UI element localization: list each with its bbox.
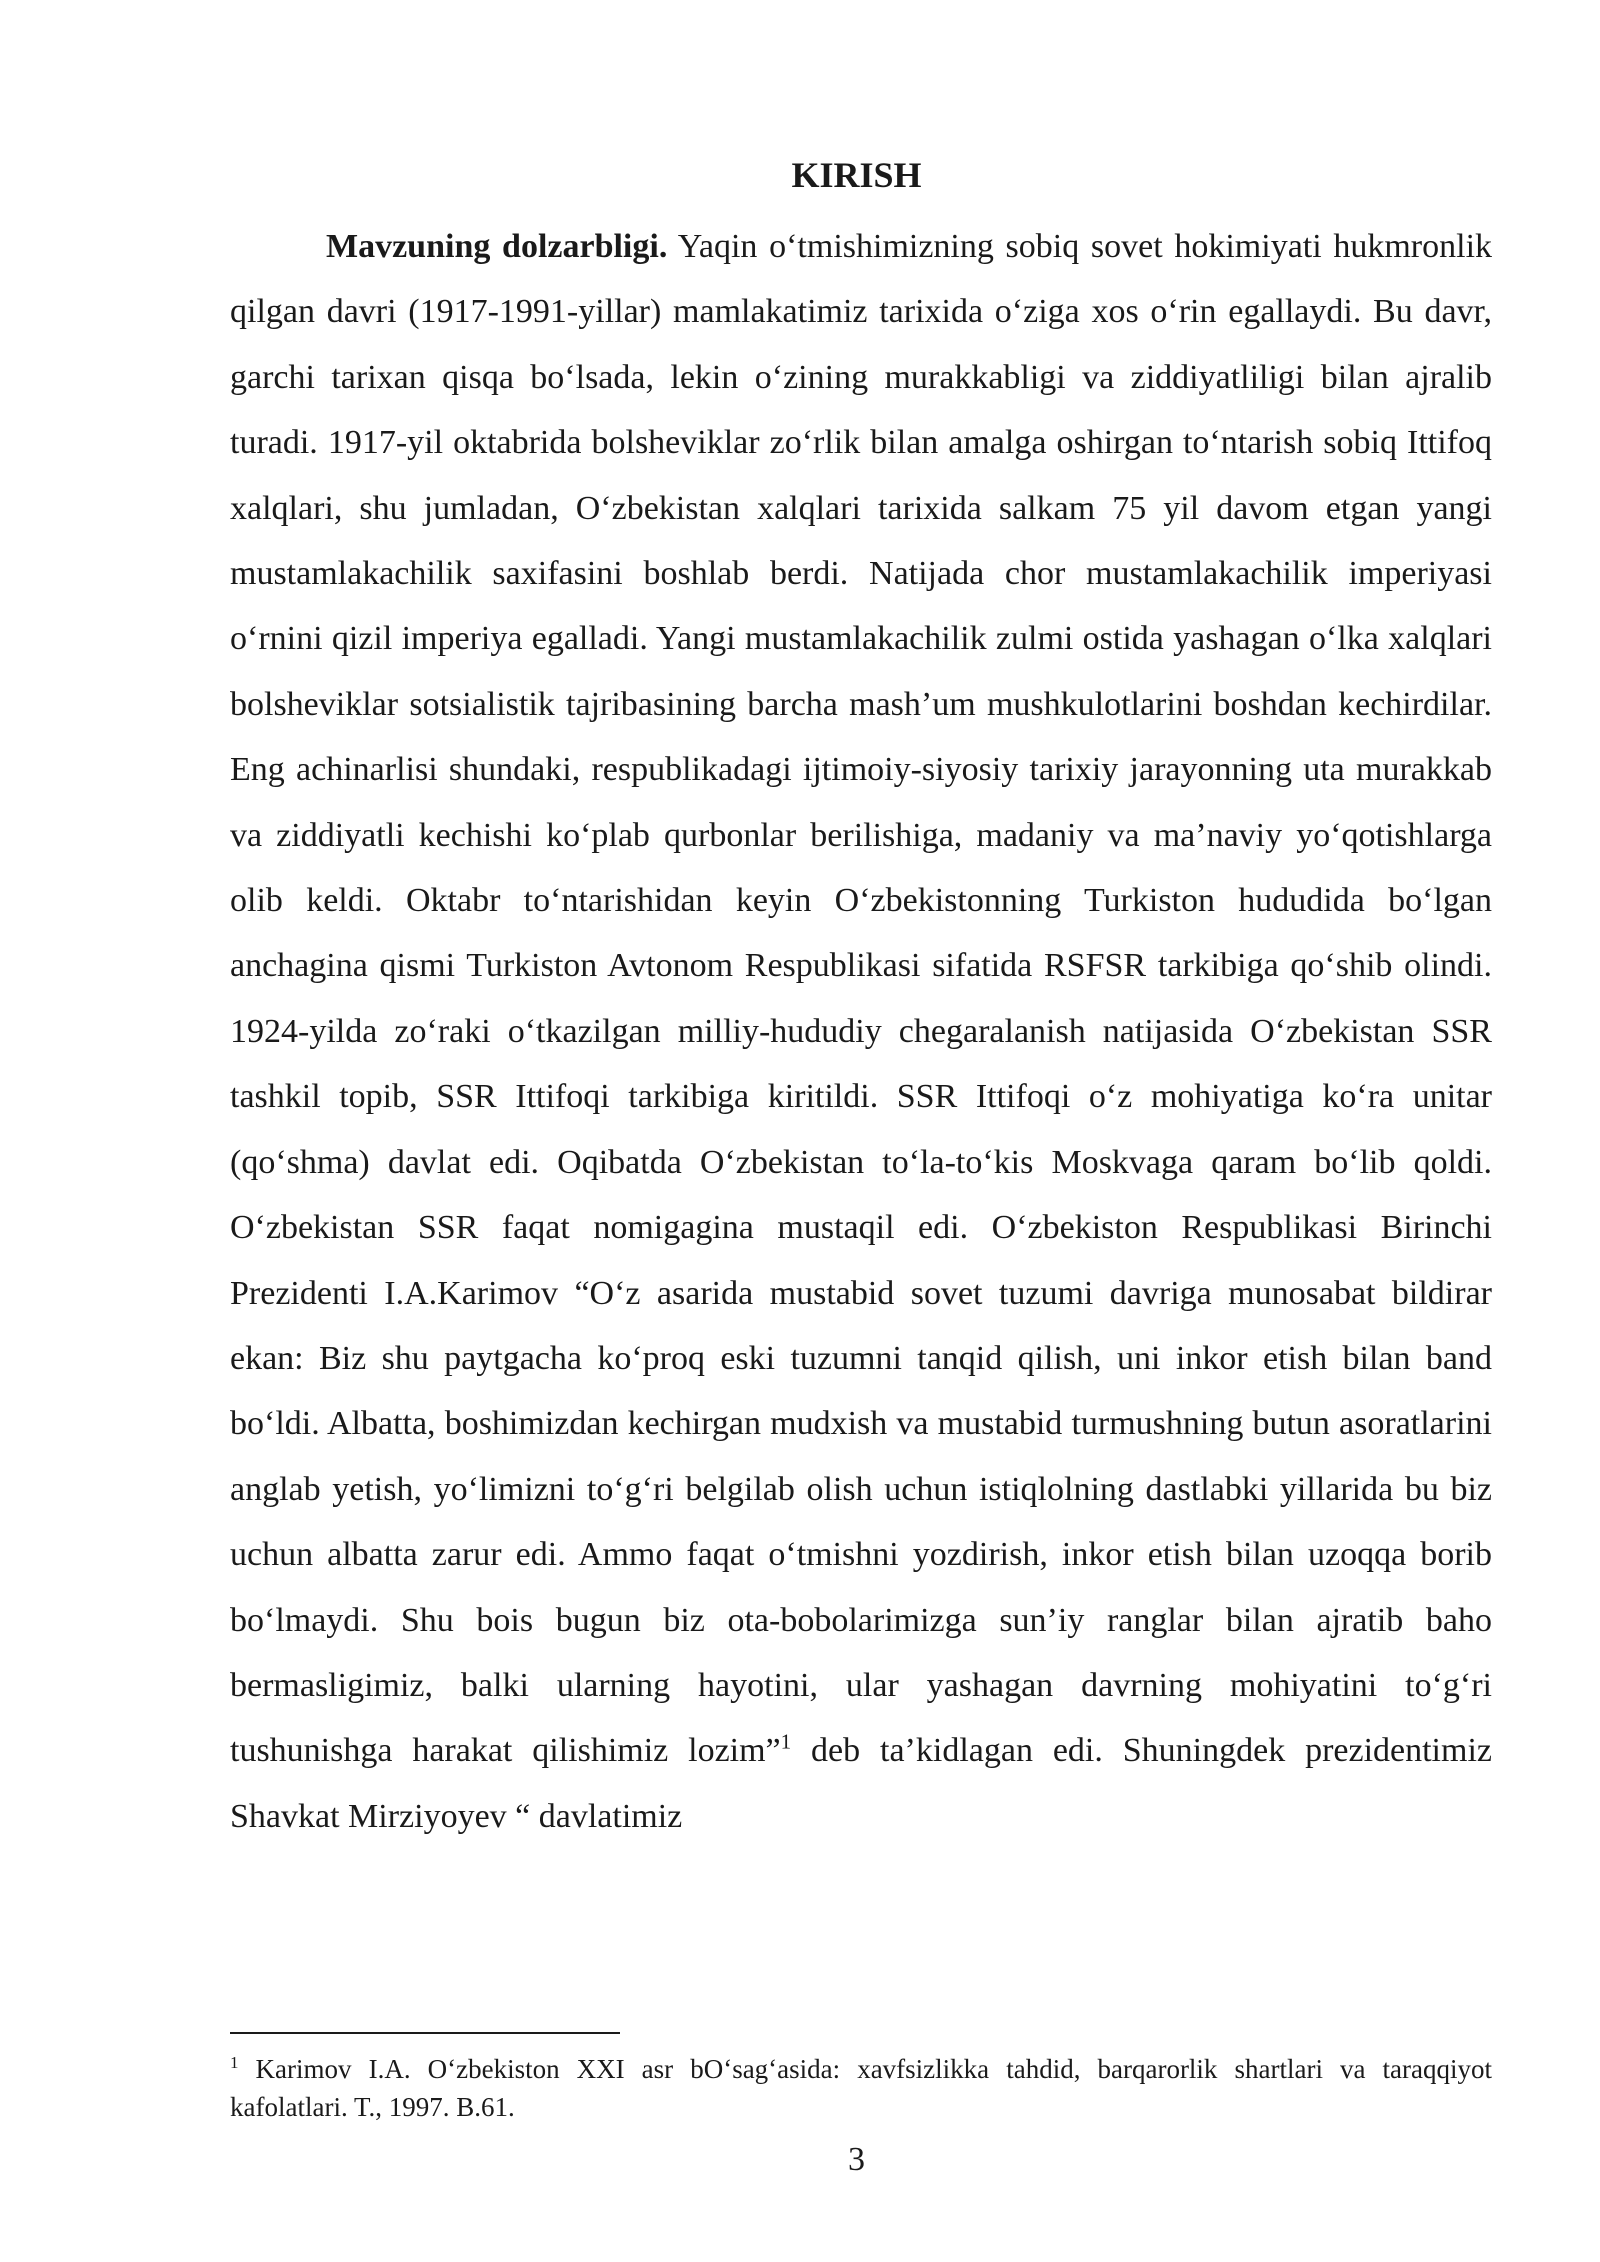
paragraph-text: Yaqin o‘tmishimizning sobiq sovet hokimiyati hukmronlik qilgan davri (1917-1991-yillar) mamlakatimiz tarixida o‘ziga xos o‘rin egallaydi. Bu davr, garchi tarixan qisqa bo‘lsada, lekin o‘zining murakkabligi va ziddiyatliligi bilan ajralib turadi. 1917-yil oktabrida bolsheviklar zo‘rlik bilan amalga oshirgan to‘ntarish sobiq Ittifoq xalqlari, shu jumladan, O‘zbekistan xalqlari tarixida salkam 75 yil davom etgan yangi mustamlakachilik saxifasini boshlab berdi. Natijada chor mustamlakachilik imperiyasi o‘rnini qizil imperiya egalladi. Yangi mustamlakachilik zulmi ostida yashagan o‘lka xalqlari bolsheviklar sotsialistik tajribasining barcha mash’um mushkulotlarini boshdan kechirdilar. Eng achinarlisi shundaki, respublikadagi ijtimoiy-siyosiy tarixiy jarayonning uta murakkab va ziddiyatli kechishi ko‘plab qurbonlar berilishiga, madaniy va ma’naviy yo‘qotishlarga olib keldi. Oktabr to‘ntarishidan keyin O‘zbekistonning Turkiston hududida bo‘lgan anchagina qismi Turkiston Avtonom Respublikasi sifatida RSFSR tarkibiga qo‘shib olindi. 1924-yilda zo‘raki o‘tkazilgan milliy-hududiy chegaralanish natijasida O‘zbekistan SSR tashkil topib, SSR Ittifoqi tarkibiga kiritildi. SSR Ittifoqi o‘z mohiyatiga ko‘ra unitar (qo‘shma) davlat edi. Oqibatda O‘zbekistan to‘la-to‘kis Moskvaga qaram bo‘lib qoldi. O‘zbekistan SSR faqat nomigagina mustaqil edi. O‘zbekiston Respublikasi Birinchi Prezidenti I.A.Karimov “O‘z asarida mustabid sovet tuzumi davriga munosabat bildirar ekan: Biz shu paytgacha ko‘proq eski tuzumni tanqid qilish, uni inkor etish bilan band bo‘ldi. Albatta, boshimizdan kechirgan mudxish va mustabid turmushning butun asoratlarini anglab yetish, yo‘limizni to‘g‘ri belgilab olish uchun istiqlolning dastlabki yillarida bu biz uchun albatta zarur edi. Ammo faqat o‘tmishni yozdirish, inkor etish bilan uzoqqa borib bo‘lmaydi. Shu bois bugun biz ota-bobolarimizga sun’iy ranglar bilan ajratib baho bermasligimiz, balki ularning hayotini, ular yashagan davrning mohiyatini to‘g‘ri tushunishga harakat qilishimiz lozim” bbox=[230, 228, 1493, 1770]
footnote bbox=[230, 2050, 1492, 2126]
footnote-separator bbox=[230, 2032, 620, 2034]
paragraph-text-continued: deb ta’kidlagan edi. Shuningdek prezidentimiz Shavkat Mirziyoyev “ davlatimiz bbox=[230, 1732, 1492, 1835]
section-heading: KIRISH bbox=[791, 155, 922, 195]
footnote-reference[interactable]: 1 bbox=[780, 1730, 792, 1755]
page-number: 3 bbox=[848, 2141, 865, 2178]
footnote-mark: 1 bbox=[230, 2053, 239, 2072]
body-paragraph bbox=[230, 214, 1492, 1849]
footnote-text: Karimov I.A. O‘zbekiston XXI asr bO‘sag‘asida: xavfsizlikka tahdid, barqarorlik shartlari va taraqqiyot kafolatlari. T., 1997. B.61. bbox=[230, 2054, 1492, 2122]
paragraph-lead: Mavzuning dolzarbligi. bbox=[326, 228, 668, 265]
